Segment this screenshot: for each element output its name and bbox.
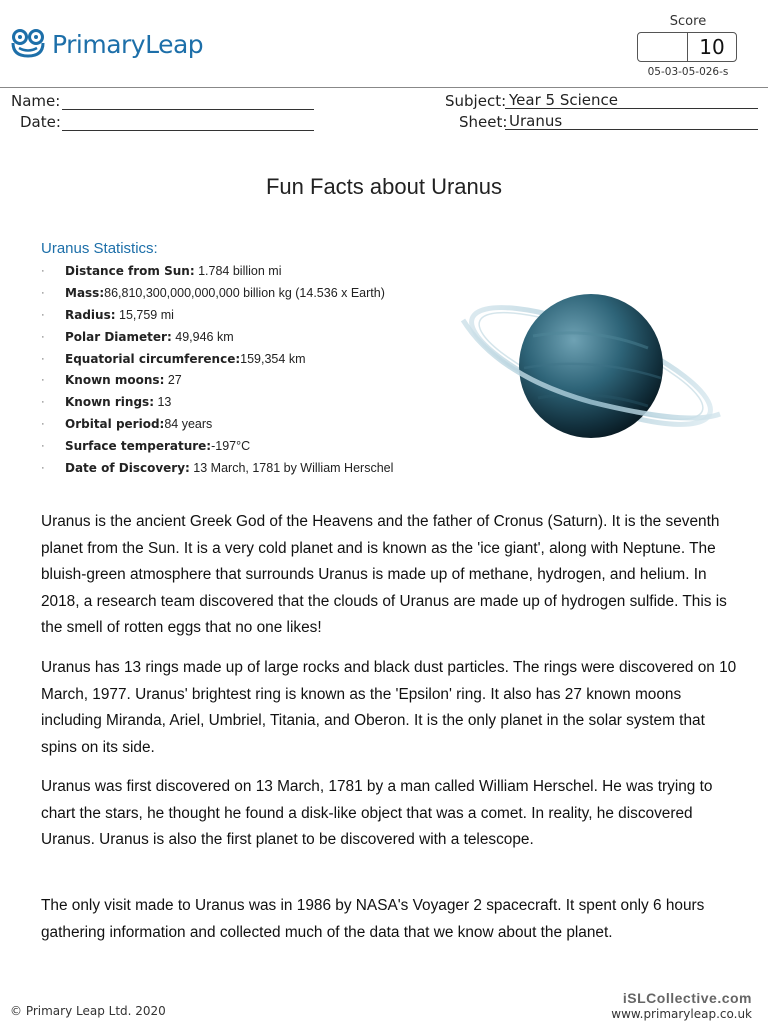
bullet-icon: · <box>41 308 45 321</box>
paragraph-1: Uranus is the ancient Greek God of the Heavens and the father of Cronus (Saturn). It is the seventh planet from the Sun. It is a very cold planet and is known as the 'ice giant', along with Neptune. The bluish-green atmosphere that surrounds Uranus is made up of methane, hydrogen, and helium. In 2018, a research team discovered that the clouds of Uranus are made up of hydrogen sulfide. This is the smell of rotten eggs that no one likes! <box>41 513 727 637</box>
stat-item <box>41 459 393 481</box>
stats-heading: Uranus Statistics: <box>41 240 158 257</box>
paragraph-2: Uranus has 13 rings made up of large rocks and black dust particles. The rings were discovered on 10 March, 1977. Uranus' brightest ring is known as the 'Epsilon' ring. It also has 27 known moons including Miranda, Ariel, Umbriel, Titania, and Oberon. It is the only planet in the solar system that spins on its side. <box>41 659 737 756</box>
stat-label: Polar Diameter: <box>65 329 172 344</box>
stat-value: 1.784 billion mi <box>194 264 282 278</box>
name-field[interactable] <box>62 92 314 110</box>
page-title: Fun Facts about Uranus <box>265 174 502 199</box>
subject-label: Subject: <box>445 92 507 110</box>
date-label: Date: <box>20 113 61 131</box>
score-total: 10 <box>699 35 725 59</box>
stat-item <box>41 415 393 437</box>
stat-item <box>41 437 393 459</box>
stat-label: Equatorial circumference: <box>65 351 241 366</box>
bullet-icon: · <box>41 440 45 453</box>
stat-label: Radius: <box>65 307 116 322</box>
subject-value: Year 5 Science <box>505 92 758 109</box>
score-input[interactable] <box>638 33 688 61</box>
name-label: Name: <box>11 92 61 110</box>
score-label: Score <box>669 14 707 29</box>
score-box <box>637 32 737 62</box>
stat-item <box>41 328 393 350</box>
sheet-value: Uranus <box>505 113 758 130</box>
stat-item <box>41 306 393 328</box>
bullet-icon: · <box>41 374 45 387</box>
stat-value: 159,354 km <box>240 351 306 366</box>
bullet-icon: · <box>41 286 45 299</box>
watermark-text: iSLCollective.com <box>622 990 752 1006</box>
sheet-code: 05-03-05-026-s <box>647 66 729 78</box>
stat-value: 13 <box>154 395 172 410</box>
stat-value: 15,759 mi <box>115 307 174 322</box>
stat-label: Surface temperature: <box>65 439 212 454</box>
stat-label: Orbital period: <box>65 417 165 432</box>
stat-value: -197°C <box>211 439 251 454</box>
bullet-icon: · <box>41 462 45 475</box>
stat-label: Known moons: <box>65 373 165 388</box>
primaryleap-logo <box>10 26 203 62</box>
bullet-icon: · <box>41 330 45 343</box>
stat-item <box>41 262 393 284</box>
bullet-icon: · <box>41 352 45 365</box>
copyright-text: © Primary Leap Ltd. 2020 <box>10 1004 166 1018</box>
stat-label: Mass: <box>65 285 105 300</box>
paragraph-4: The only visit made to Uranus was in 1986 by NASA's Voyager 2 spacecraft. It spent only 6 hours gathering information and collected much of the data that we know about the planet. <box>41 897 705 941</box>
stat-value: 86,810,300,000,000,000 billion kg (14.536 x Earth) <box>104 285 385 300</box>
header-divider <box>0 87 768 88</box>
stat-item <box>41 284 393 306</box>
paragraph-3: Uranus was first discovered on 13 March, 1781 by a man called William Herschel. He was trying to chart the stars, he thought he found a disk-like object that was a comet. In reality, he discovered Uranus. Uranus is also the first planet to be discovered with a telescope. <box>41 778 713 849</box>
bullet-icon: · <box>41 396 45 409</box>
date-field[interactable] <box>62 113 314 131</box>
stats-list <box>41 262 393 481</box>
sheet-label: Sheet: <box>459 113 508 131</box>
stat-label: Distance from Sun: <box>65 264 195 278</box>
bullet-icon: · <box>41 265 45 277</box>
frog-icon <box>10 29 48 59</box>
brand-name: PrimaryLeap <box>52 29 204 59</box>
stat-value: 84 years <box>164 417 213 432</box>
footer-right <box>611 990 752 1021</box>
stat-value: 49,946 km <box>171 329 234 344</box>
bullet-icon: · <box>41 418 45 431</box>
website-link[interactable]: www.primaryleap.co.uk <box>611 1007 752 1021</box>
stat-item <box>41 393 393 415</box>
stat-value: 13 March, 1781 by William Herschel <box>189 461 394 476</box>
stat-label: Known rings: <box>65 395 154 410</box>
stat-value: 27 <box>164 373 182 388</box>
stat-item <box>41 371 393 393</box>
stat-label: Date of Discovery: <box>65 461 190 476</box>
stat-item <box>41 350 393 372</box>
uranus-illustration <box>458 286 724 450</box>
